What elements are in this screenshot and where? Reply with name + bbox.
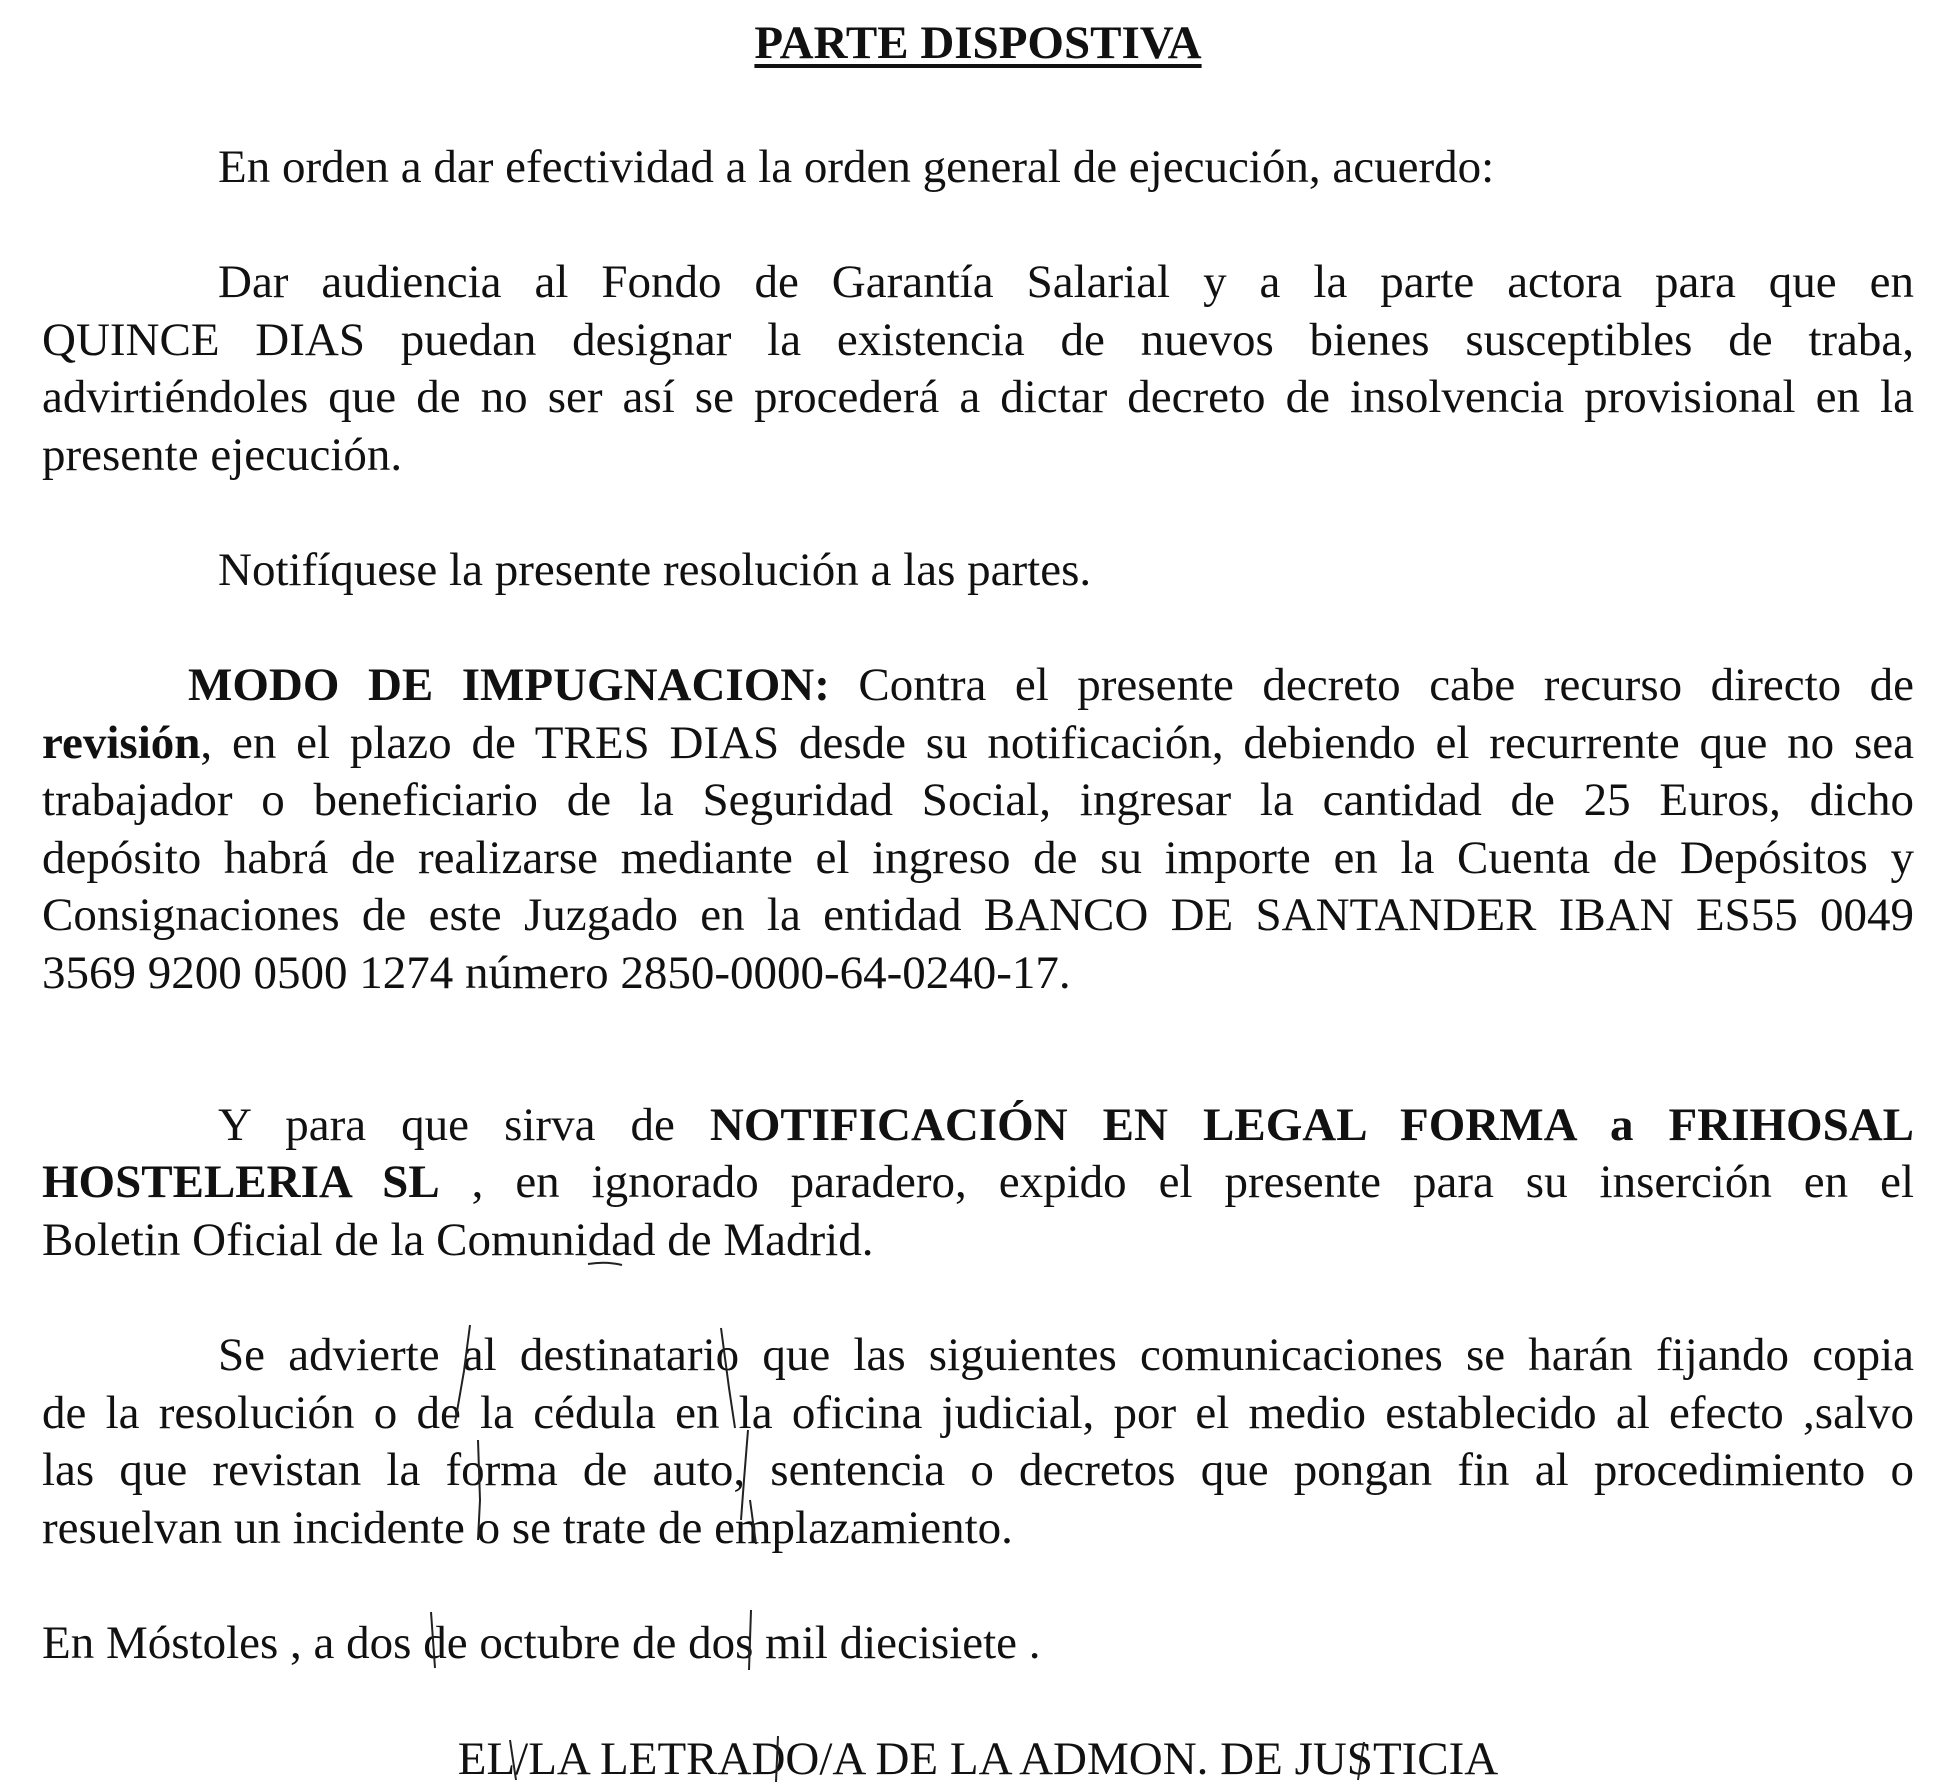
audience-paragraph-line-2: QUINCE DIAS puedan designar la existencia de nuevos bienes susceptibles de traba, <box>42 314 1914 366</box>
place-and-date: En Móstoles , a dos de octubre de dos mil diecisiete . <box>42 1617 1041 1669</box>
warning-paragraph-line-2: de la resolución o de la cédula en la oficina judicial, por el medio establecido al efecto ,salvo <box>42 1387 1914 1439</box>
audience-paragraph-line-4: presente ejecución. <box>42 429 403 481</box>
audience-paragraph-line-1: Dar audiencia al Fondo de Garantía Salarial y a la parte actora para que en <box>218 256 1914 308</box>
warning-paragraph-line-3: las que revistan la forma de auto, sentencia o decretos que pongan fin al procedimiento o <box>42 1444 1914 1496</box>
legal-notice-recipient: NOTIFICACIÓN EN LEGAL FORMA a FRIHOSAL <box>709 1099 1914 1151</box>
intro-paragraph: En orden a dar efectividad a la orden general de ejecución, acuerdo: <box>218 141 1495 193</box>
appeal-paragraph-line-6: 3569 9200 0500 1274 número 2850-0000-64-0240-17. <box>42 947 1071 999</box>
appeal-paragraph-line-3: trabajador o beneficiario de la Seguridad Social, ingresar la cantidad de 25 Euros, dicho <box>42 774 1914 826</box>
appeal-paragraph-line-2: revisión, en el plazo de TRES DIAS desde su notificación, debiendo el recurrente que no sea <box>42 717 1914 769</box>
signature-title: EL/LA LETRADO/A DE LA ADMON. DE JUSTICIA <box>457 1733 1499 1785</box>
notification-paragraph: Notifíquese la presente resolución a las partes. <box>218 544 1092 596</box>
legal-notice-line-1: Y para que sirva de NOTIFICACIÓN EN LEGAL FORMA a FRIHOSAL <box>218 1099 1914 1151</box>
document-title: PARTE DISPOSTIVA <box>754 17 1202 69</box>
warning-paragraph-line-1: Se advierte al destinatario que las siguientes comunicaciones se harán fijando copia <box>218 1329 1914 1381</box>
appeal-paragraph-line-4: depósito habrá de realizarse mediante el ingreso de su importe en la Cuenta de Depósitos y <box>42 832 1914 884</box>
appeal-type: revisión <box>42 717 201 769</box>
company-name: HOSTELERIA SL <box>42 1156 440 1208</box>
appeal-paragraph-line-5: Consignaciones de este Juzgado en la entidad BANCO DE SANTANDER IBAN ES55 0049 <box>42 889 1914 941</box>
legal-notice-line-2: HOSTELERIA SL , en ignorado paradero, expido el presente para su inserción en el <box>42 1156 1914 1208</box>
audience-paragraph-line-3: advirtiéndoles que de no ser así se procederá a dictar decreto de insolvencia provisional en la <box>42 371 1914 423</box>
appeal-paragraph-line-1: MODO DE IMPUGNACION: Contra el presente decreto cabe recurso directo de <box>188 659 1915 711</box>
legal-notice-line-3: Boletin Oficial de la Comunidad de Madrid. <box>42 1214 874 1266</box>
appeal-label: MODO DE IMPUGNACION: <box>188 659 830 711</box>
warning-paragraph-line-4: resuelvan un incidente o se trate de emplazamiento. <box>42 1502 1013 1554</box>
